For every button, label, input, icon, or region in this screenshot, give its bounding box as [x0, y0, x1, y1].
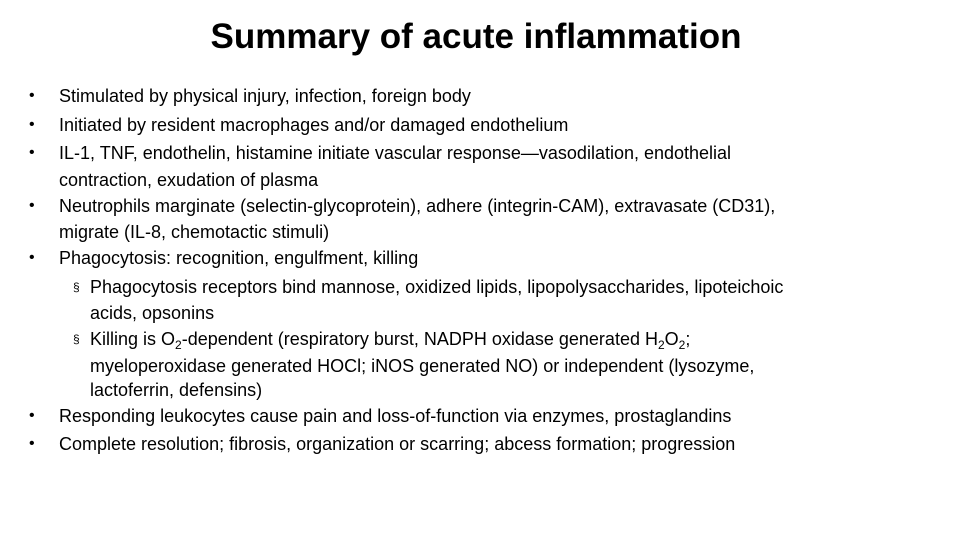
sub-bullet-text-line: myeloperoxidase generated HOCl; iNOS generated NO) or independent (lysozyme, — [90, 355, 755, 376]
bullet-item-initiated — [29, 111, 929, 140]
text-fragment: Killing is O — [90, 329, 176, 349]
bullet-icon: • — [29, 406, 35, 424]
text-fragment: O — [664, 329, 679, 349]
bullet-item-resolution — [29, 430, 929, 459]
subscript: 2 — [678, 338, 686, 352]
sub-bullet-item-killing — [29, 325, 929, 402]
text-fragment: ; — [685, 329, 691, 349]
bullet-item-leukocytes — [29, 402, 929, 431]
bullet-icon: • — [29, 249, 35, 266]
bullet-text-line: migrate (IL-8, chemotactic stimuli) — [59, 222, 330, 242]
bullet-item-phagocytosis — [29, 244, 929, 273]
sub-bullet-text-line: acids, opsonins — [90, 303, 215, 323]
bullet-text: Phagocytosis: recognition, engulfment, killing — [59, 248, 419, 268]
bullet-text: Complete resolution; fibrosis, organization or scarring; abcess formation; progression — [59, 434, 736, 454]
bullet-item-mediators — [29, 139, 929, 192]
bullet-icon: • — [29, 196, 35, 214]
bullet-item-neutrophils — [29, 192, 929, 245]
bullet-text-line: Neutrophils marginate (selectin-glycoprotein), adhere (integrin-CAM), extravasate (CD31), — [59, 195, 776, 216]
sub-bullet-item-receptors — [29, 273, 929, 326]
bullet-item-stimulated — [29, 82, 929, 111]
bullet-text: Responding leukocytes cause pain and loss-of-function via enzymes, prostaglandins — [59, 405, 732, 426]
bullet-icon: • — [29, 144, 35, 161]
sub-bullet-text-line: Phagocytosis receptors bind mannose, oxidized lipids, lipopolysaccharides, lipoteichoic — [90, 276, 784, 297]
bullet-text: Initiated by resident macrophages and/or damaged endothelium — [59, 114, 569, 135]
subscript: 2 — [175, 338, 182, 352]
bullet-icon: • — [29, 87, 35, 104]
text-fragment: -dependent (respiratory burst, NADPH oxidase generated H — [181, 329, 658, 349]
bullet-icon: • — [29, 435, 35, 452]
bullet-text: Stimulated by physical injury, infection, foreign body — [59, 86, 471, 106]
bullet-text-line: contraction, exudation of plasma — [59, 169, 319, 190]
sub-bullet-icon: § — [73, 332, 80, 346]
sub-bullet-text-line: lactoferrin, defensins) — [90, 379, 263, 400]
subscript: 2 — [657, 338, 665, 352]
slide-title: Summary of acute inflammation — [210, 17, 742, 56]
bullet-icon: • — [29, 115, 35, 133]
sub-bullet-text-line — [90, 325, 929, 354]
sub-bullet-icon: § — [73, 279, 80, 294]
bullet-text-line: IL-1, TNF, endothelin, histamine initiate vascular response—vasodilation, endothelial — [59, 143, 732, 163]
bullet-list — [29, 82, 929, 459]
